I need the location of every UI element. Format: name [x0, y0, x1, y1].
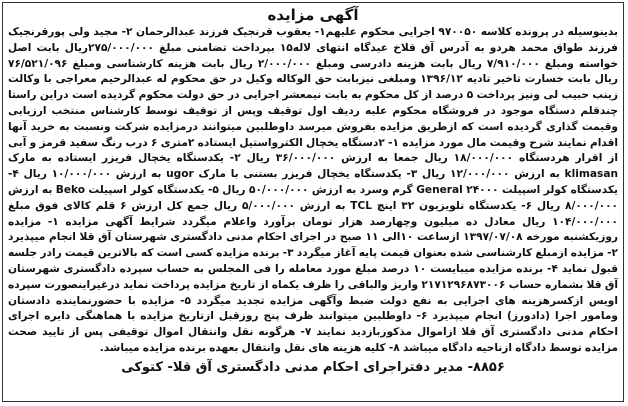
notice-title: آگهی مزایده — [267, 6, 359, 24]
auction-notice — [2, 2, 624, 402]
notice-signature: ۸۸۵۶- مدیر دفتراجرای احکام مدنی دادگستری آق قلا- کتوکی — [121, 359, 505, 375]
notice-body-text: بدینوسیله در پرونده کلاسه ۹۷۰۰۵۰ اجرایی محکوم علیهم۱- یعقوب قرنجیک فرزند عبدالرحمان ۲- مجید ولی پورقرنجیک فرزند طواق محمد هردو به آدرس آق قلاخ عیدگاه انتهای لاله۱۵ بپرداخت تضامنی مبلغ ۲۷۵/۰۰۰/۰۰۰ریال بابت اصل خواسته ومبلغ ۷/۹۱۰/۰۰۰ ریال بابت هزینه دادرسی ومبلغ ۲/۰۰۰/۰۰۰ ریال بابت هزینه کارشناسی ومبلغ ۷۶/۵۲۱/۰۹۶ ریال بابت خسارت تاخیر تادیه ۱۳۹۶/۱۲ ومبلغی نیزبابت حق الوکاله وکیل در حق محکوم له عبدالرحیم معراجی با وکالت زینب حبیب لی ونیز پرداخت ۵ درصد از کل محکوم به بابت نیمعشر اجرایی در حق دولت محکوم گردیده است دراین راستا چندقلم دستگاه موجود در فروشگاه محکوم علیه ردیف اول توقیف وپس از توقیف توسط کارشناس منتخب ارزیابی وقیمت گذاری گردیده است که ازطریق مزایده بفروش میرسد داوطلبین میتوانند درمزایده شرکت ونسبت به خرید آنها اقدام نمایند شرح وقیمت مال مورد مزایده ۱- ۲دستگاه یخچال الکترواستیل ایستاده ۲متری ۶ درب رنگ سفید قرمز و آبی از اقرار هردستگاه ۱۸/۰۰۰/۰۰۰ ریال جمعا به ارزش ۳۶/۰۰۰/۰۰۰ ریال ۲- یکدستگاه یخچال فریزر ایستاده به مارک klimasan به ارزش ۱۲/۰۰۰/۰۰۰ ریال ۳- یکدستگاه یخچال فریزر بستنی با مارک ugor به ارزش ۱۰/۰۰۰/۰۰۰ ریال ۴- یکدستگاه کولر اسپیلت General ۲۴۰۰۰ گرم وسرد به ارزش ۵۰/۰۰۰/۰۰۰ ریال ۵- یکدستگاه کولر اسپیلت Beko به ارزش ۸/۰۰۰/۰۰۰ ریال ۶- یکدستگاه تلویزیون ۳۲ اینچ TCL به ارزش ۵/۰۰۰/۰۰۰ ریال جمع کل ارزش ۶ قلم کالای فوق مبلغ ۱۰۴/۰۰۰/۰۰۰ ریال معادل ده میلیون وچهارصد هزار تومان برآورد واعلام میگردد شرایط آگهی مزایده ۱- مزایده روزیکشنبه مورخه ۱۳۹۷/۰۷/۰۸ ازساعت ۱۰الی ۱۱ صبح در اجرای احکام مدنی دادگستری شهرستان آق قلا انجام میپذیرد ۲- مزایده ازمبلغ کارشناسی شده بعنوان قیمت پایه آغاز میگردد ۳- برنده مزایده کسی است که بالاترین قیمت رادر جلسه قبول نماید ۴- برنده مزایده میبایست ۱۰ درصد مبلغ مورد معامله را فی المجلس به حساب سپرده دادگستری شهرستان آق قلا بشماره حساب ۲۱۷۱۲۹۶۸۷۳۰۰۶ واریز والباقی را ظرف یکماه از تاریخ مزایده پرداخت نماید درغیراینصورت سپرده اویس ازکسرهزینه های اجرایی به نفع دولت ضبط وآگهی مزایده تجدید میگردد ۵- مزایده با حضورنماینده دادستان ومامور اجرا (دادورز) انجام میپذیرد ۶- داوطلبین میتوانند ظرف پنج روزقبل ازتاریخ مزایده با هماهنگی دایره اجرای احکام مدنی دادگستری آق قلا ازاموال مذکوربازدید نمایند ۷- هرگونه نقل وانتقال اموال توقیفی پس از تایید صحت مزایده توسط دادگاه ازناحیه دادگاه میباشد ۸- کلیه هزینه های نقل وانتقال بعهده برنده مزایده میباشد. — [8, 26, 619, 354]
notice-body — [3, 25, 623, 357]
